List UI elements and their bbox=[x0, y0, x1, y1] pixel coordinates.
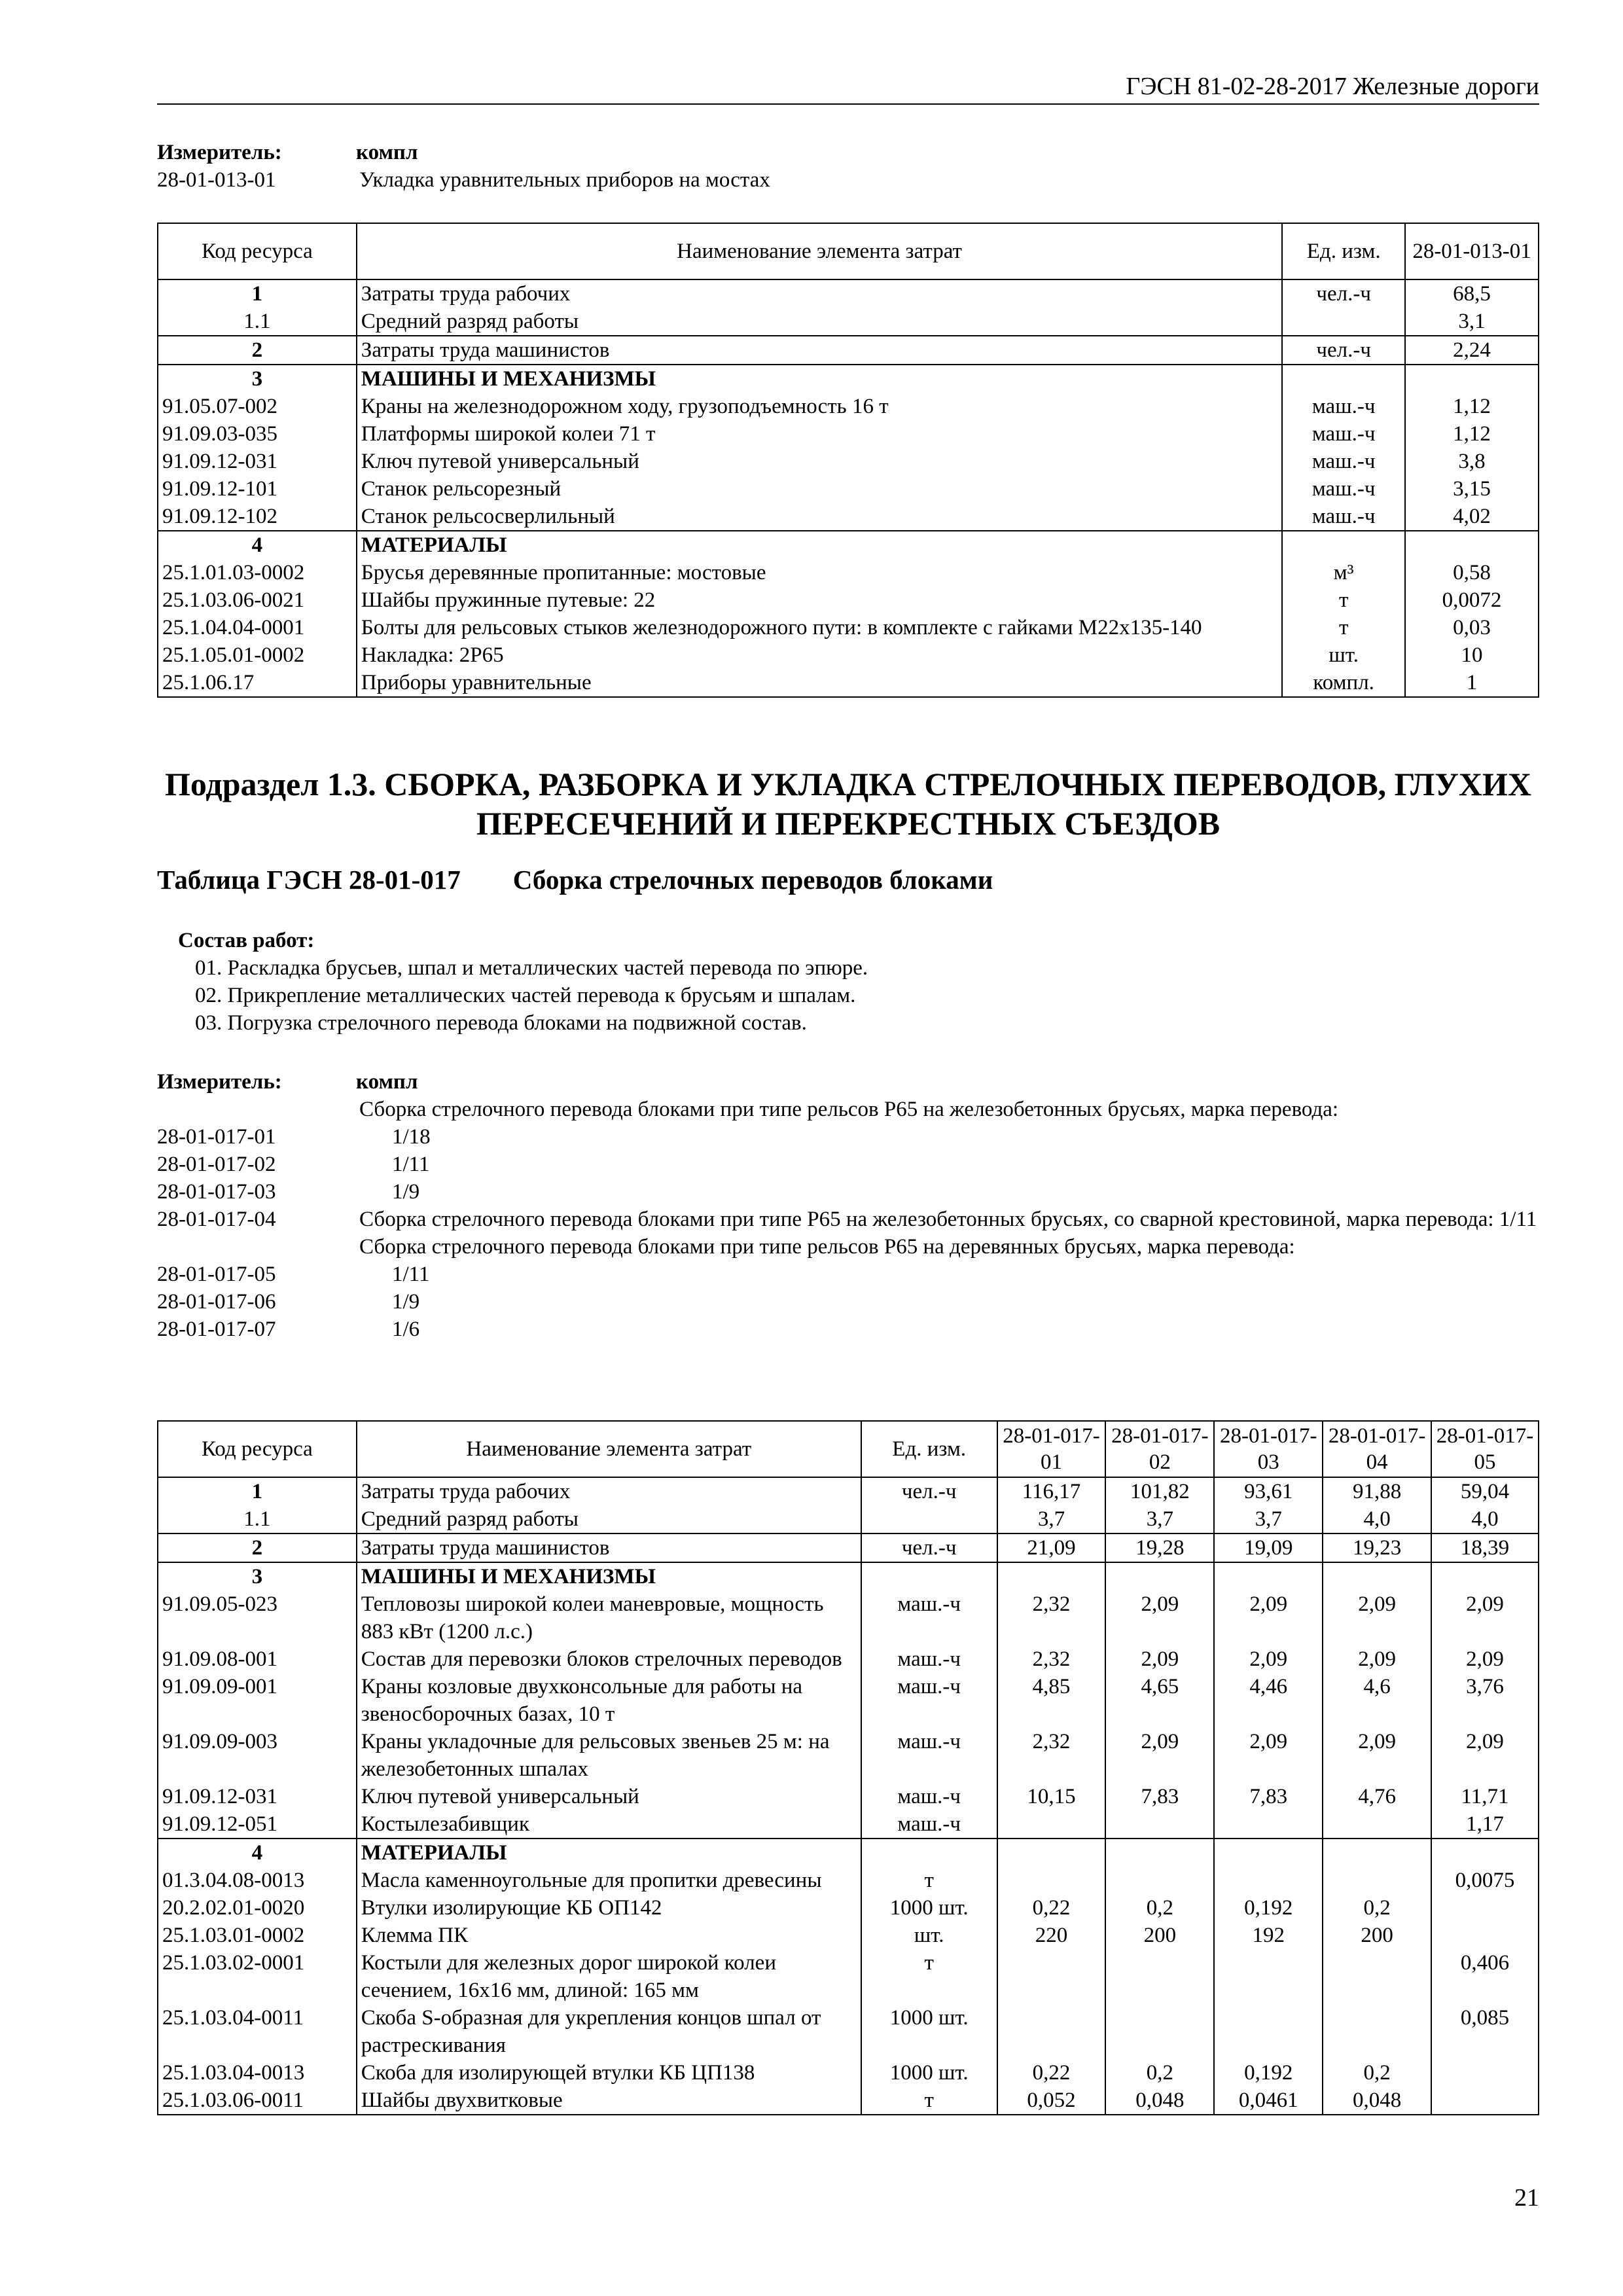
resource-name-cell: Клемма ПК bbox=[357, 1922, 861, 1949]
norm-value-cell bbox=[997, 1839, 1106, 1867]
resource-name-cell: Шайбы двухвитковые bbox=[357, 2087, 861, 2115]
resource-name-cell: Скоба S-образная для укрепления концов шпал от растрескивания bbox=[357, 2004, 861, 2059]
norm-value-cell bbox=[1105, 1839, 1214, 1867]
norm-value-cell bbox=[1323, 2004, 1431, 2059]
norm-value-cell: 0,03 bbox=[1405, 614, 1539, 641]
norm-value-cell: 101,82 bbox=[1105, 1477, 1214, 1505]
table-row bbox=[158, 1477, 1539, 1505]
table-row bbox=[158, 1922, 1539, 1949]
norm-value-cell bbox=[997, 1949, 1106, 2004]
table-row bbox=[158, 503, 1539, 531]
norm-value-cell: 0,58 bbox=[1405, 559, 1539, 586]
norm-value-cell: 1,17 bbox=[1431, 1810, 1539, 1839]
resource-name-cell: МАТЕРИАЛЫ bbox=[357, 531, 1282, 559]
norm-value-cell bbox=[997, 2004, 1106, 2059]
table-row bbox=[158, 308, 1539, 336]
resource-name-cell: Скоба для изолирующей втулки КБ ЦП138 bbox=[357, 2059, 861, 2087]
norm-value-cell: 3,7 bbox=[997, 1505, 1106, 1534]
table-row bbox=[158, 336, 1539, 365]
table-title bbox=[157, 864, 993, 895]
meter-variant: 1/11 bbox=[392, 1153, 430, 1176]
norm-value-cell: 0,406 bbox=[1431, 1949, 1539, 2004]
resource-name-cell: Брусья деревянные пропитанные: мостовые bbox=[357, 559, 1282, 586]
resource-code-cell: 1 bbox=[158, 279, 357, 308]
norm-value-cell: 7,83 bbox=[1214, 1783, 1323, 1810]
resource-code-cell: 1 bbox=[158, 1477, 357, 1505]
norm-value-cell bbox=[1214, 1949, 1323, 2004]
norm-value-cell: 2,09 bbox=[1214, 1590, 1323, 1645]
unit-cell bbox=[1282, 531, 1405, 559]
resource-name-cell: Краны на железнодорожном ходу, грузоподъемность 16 т bbox=[357, 393, 1282, 420]
resource-code-cell: 4 bbox=[158, 1839, 357, 1867]
table-row bbox=[158, 1562, 1539, 1590]
resource-code-cell: 2 bbox=[158, 336, 357, 365]
resource-name-cell: Состав для перевозки блоков стрелочных переводов bbox=[357, 1645, 861, 1673]
resource-code-cell: 4 bbox=[158, 531, 357, 559]
resource-code-cell: 25.1.03.06-0011 bbox=[158, 2087, 357, 2115]
work-item: 03. Погрузка стрелочного перевода блоками на подвижной состав. bbox=[195, 1011, 807, 1035]
resource-code-cell: 91.09.03-035 bbox=[158, 420, 357, 448]
unit-cell: чел.-ч bbox=[1282, 279, 1405, 308]
resource-name-cell: Станок рельсосверлильный bbox=[357, 503, 1282, 531]
norm-value-cell: 3,76 bbox=[1431, 1673, 1539, 1728]
norm-value-cell: 59,04 bbox=[1431, 1477, 1539, 1505]
norm-value-cell: 91,88 bbox=[1323, 1477, 1431, 1505]
norm-value-cell: 2,32 bbox=[997, 1645, 1106, 1673]
norm-value-cell: 19,28 bbox=[1105, 1534, 1214, 1562]
unit-cell bbox=[1282, 365, 1405, 393]
meter-unit: компл bbox=[356, 141, 418, 164]
unit-cell: маш.-ч bbox=[861, 1645, 997, 1673]
norm-value-cell: 3,7 bbox=[1214, 1505, 1323, 1534]
resource-code-cell: 25.1.03.01-0002 bbox=[158, 1922, 357, 1949]
resource-code-cell: 01.3.04.08-0013 bbox=[158, 1867, 357, 1894]
resource-code-cell: 91.09.12-102 bbox=[158, 503, 357, 531]
unit-cell: маш.-ч bbox=[861, 1783, 997, 1810]
norm-value-cell: 4,6 bbox=[1323, 1673, 1431, 1728]
work-composition bbox=[157, 927, 868, 1037]
norm-value-cell: 4,76 bbox=[1323, 1783, 1431, 1810]
norm-value-cell bbox=[1431, 1839, 1539, 1867]
resource-name-cell: Втулки изолирующие КБ ОП142 bbox=[357, 1894, 861, 1922]
header-cell: 28-01-017-01 bbox=[997, 1421, 1106, 1477]
norm-value-cell bbox=[1405, 365, 1539, 393]
header-cell: 28-01-017-02 bbox=[1105, 1421, 1214, 1477]
norm-value-cell bbox=[1323, 1810, 1431, 1839]
norm-value-cell: 2,09 bbox=[1214, 1645, 1323, 1673]
norm-value-cell: 0,048 bbox=[1105, 2087, 1214, 2115]
resource-code-cell: 91.09.05-023 bbox=[158, 1590, 357, 1645]
resource-code-cell: 91.09.12-101 bbox=[158, 475, 357, 503]
meter-label: Измеритель: bbox=[157, 1070, 282, 1094]
resource-name-cell: Костыли для железных дорог широкой колеи сечением, 16х16 мм, длиной: 165 мм bbox=[357, 1949, 861, 2004]
meter-code: 28-01-017-07 bbox=[157, 1318, 276, 1341]
header-cell: 28-01-013-01 bbox=[1405, 223, 1539, 279]
norm-value-cell: 200 bbox=[1323, 1922, 1431, 1949]
norm-value-cell: 4,65 bbox=[1105, 1673, 1214, 1728]
norm-value-cell: 4,46 bbox=[1214, 1673, 1323, 1728]
unit-cell: т bbox=[1282, 614, 1405, 641]
norm-value-cell: 4,0 bbox=[1323, 1505, 1431, 1534]
resource-name-cell: Тепловозы широкой колеи маневровые, мощность 883 кВт (1200 л.с.) bbox=[357, 1590, 861, 1645]
norm-value-cell: 0,0075 bbox=[1431, 1867, 1539, 1894]
unit-cell: шт. bbox=[1282, 641, 1405, 669]
norm-value-cell: 3,7 bbox=[1105, 1505, 1214, 1534]
table-row bbox=[158, 420, 1539, 448]
meter-variant: 1/9 bbox=[392, 1180, 420, 1204]
norm-value-cell: 2,32 bbox=[997, 1728, 1106, 1783]
resource-name-cell: Ключ путевой универсальный bbox=[357, 1783, 861, 1810]
norm-value-cell bbox=[1105, 1949, 1214, 2004]
norm-value-cell: 2,09 bbox=[1323, 1645, 1431, 1673]
page-header: ГЭСН 81-02-28-2017 Железные дороги bbox=[157, 72, 1539, 105]
norm-value-cell: 1 bbox=[1405, 669, 1539, 697]
resource-name-cell: МАТЕРИАЛЫ bbox=[357, 1839, 861, 1867]
meter-code: 28-01-017-02 bbox=[157, 1153, 276, 1176]
meter-variant: 1/11 bbox=[392, 1263, 430, 1286]
table-row bbox=[158, 279, 1539, 308]
resource-name-cell: Станок рельсорезный bbox=[357, 475, 1282, 503]
resource-code-cell: 3 bbox=[158, 1562, 357, 1590]
norm-value-cell bbox=[1323, 1949, 1431, 2004]
norm-value-cell: 0,052 bbox=[997, 2087, 1106, 2115]
norm-value-cell: 1,12 bbox=[1405, 393, 1539, 420]
table-title-code: Таблица ГЭСН 28-01-017 bbox=[157, 865, 461, 895]
resource-name-cell: Болты для рельсовых стыков железнодорожного пути: в комплекте с гайками М22х135-140 bbox=[357, 614, 1282, 641]
table-row bbox=[158, 2004, 1539, 2059]
table-row bbox=[158, 1645, 1539, 1673]
work-item: 02. Прикрепление металлических частей перевода к брусьям и шпалам. bbox=[195, 984, 856, 1007]
resource-name-cell: Ключ путевой универсальный bbox=[357, 448, 1282, 475]
meter-variant: 1/9 bbox=[392, 1290, 420, 1314]
section-title: Подраздел 1.3. СБОРКА, РАЗБОРКА И УКЛАДКА СТРЕЛОЧНЫХ ПЕРЕВОДОВ, ГЛУХИХ ПЕРЕСЕЧЕНИЙ И ПЕРЕКРЕСТНЫХ СЪЕЗДОВ bbox=[164, 766, 1531, 842]
norm-value-cell: 0,048 bbox=[1323, 2087, 1431, 2115]
norm-value-cell bbox=[1214, 1810, 1323, 1839]
meter-code: 28-01-017-06 bbox=[157, 1290, 276, 1314]
norm-value-cell bbox=[1323, 1867, 1431, 1894]
meter-code: 28-01-017-03 bbox=[157, 1180, 276, 1204]
norm-value-cell: 2,09 bbox=[1323, 1728, 1431, 1783]
resource-code-cell: 25.1.01.03-0002 bbox=[158, 559, 357, 586]
norm-value-cell: 0,2 bbox=[1105, 2059, 1214, 2087]
resource-table-1 bbox=[157, 223, 1539, 698]
norm-value-cell bbox=[1405, 531, 1539, 559]
resource-code-cell: 3 bbox=[158, 365, 357, 393]
work-item: 01. Раскладка брусьев, шпал и металлических частей перевода по эпюре. bbox=[195, 956, 868, 980]
header-cell: 28-01-017-05 bbox=[1431, 1421, 1539, 1477]
meter-intro: Сборка стрелочного перевода блоками при типе рельсов Р65 на железобетонных брусьях, марка перевода: bbox=[359, 1098, 1339, 1121]
unit-cell: маш.-ч bbox=[1282, 393, 1405, 420]
norm-value-cell bbox=[1431, 1922, 1539, 1949]
norm-value-cell: 10 bbox=[1405, 641, 1539, 669]
meter-code: 28-01-017-01 bbox=[157, 1125, 276, 1149]
norm-value-cell: 0,22 bbox=[997, 1894, 1106, 1922]
norm-value-cell bbox=[1105, 1810, 1214, 1839]
resource-code-cell: 1.1 bbox=[158, 1505, 357, 1534]
norm-value-cell: 19,09 bbox=[1214, 1534, 1323, 1562]
norm-value-cell bbox=[1431, 1562, 1539, 1590]
unit-cell bbox=[861, 1839, 997, 1867]
norm-value-cell bbox=[1214, 1839, 1323, 1867]
resource-code-cell: 2 bbox=[158, 1534, 357, 1562]
resource-name-cell: Средний разряд работы bbox=[357, 308, 1282, 336]
unit-cell: т bbox=[861, 1867, 997, 1894]
unit-cell: т bbox=[861, 2087, 997, 2115]
meter-code: 28-01-017-05 bbox=[157, 1263, 276, 1286]
resource-code-cell: 25.1.04.04-0001 bbox=[158, 614, 357, 641]
resource-name-cell: Приборы уравнительные bbox=[357, 669, 1282, 697]
table-row bbox=[158, 1728, 1539, 1783]
meter-unit: компл bbox=[356, 1070, 418, 1094]
table-row bbox=[158, 2059, 1539, 2087]
norm-value-cell: 0,2 bbox=[1323, 1894, 1431, 1922]
unit-cell bbox=[1282, 308, 1405, 336]
norm-value-cell: 2,09 bbox=[1105, 1645, 1214, 1673]
header-cell: Наименование элемента затрат bbox=[357, 1421, 861, 1477]
resource-code-cell: 91.09.12-051 bbox=[158, 1810, 357, 1839]
resource-name-cell: Краны укладочные для рельсовых звеньев 25 м: на железобетонных шпалах bbox=[357, 1728, 861, 1783]
norm-value-cell: 220 bbox=[997, 1922, 1106, 1949]
norm-value-cell: 18,39 bbox=[1431, 1534, 1539, 1562]
resource-code-cell: 91.05.07-002 bbox=[158, 393, 357, 420]
meter-desc: Укладка уравнительных приборов на мостах bbox=[359, 168, 770, 192]
resource-code-cell: 25.1.03.04-0013 bbox=[158, 2059, 357, 2087]
norm-value-cell: 116,17 bbox=[997, 1477, 1106, 1505]
resource-name-cell: Костылезабивщик bbox=[357, 1810, 861, 1839]
norm-value-cell: 2,09 bbox=[1105, 1590, 1214, 1645]
header-cell: Наименование элемента затрат bbox=[357, 223, 1282, 279]
norm-value-cell bbox=[1431, 2059, 1539, 2087]
table-row bbox=[158, 393, 1539, 420]
norm-value-cell bbox=[1105, 2004, 1214, 2059]
resource-name-cell: Средний разряд работы bbox=[357, 1505, 861, 1534]
unit-cell bbox=[861, 1505, 997, 1534]
header-cell: Код ресурса bbox=[158, 1421, 357, 1477]
unit-cell: маш.-ч bbox=[1282, 503, 1405, 531]
work-composition-label: Состав работ: bbox=[178, 929, 315, 952]
norm-value-cell: 7,83 bbox=[1105, 1783, 1214, 1810]
resource-code-cell: 91.09.09-003 bbox=[158, 1728, 357, 1783]
resource-code-cell: 91.09.12-031 bbox=[158, 1783, 357, 1810]
unit-cell bbox=[861, 1562, 997, 1590]
norm-value-cell bbox=[997, 1562, 1106, 1590]
meter-code: 28-01-017-04 bbox=[157, 1208, 276, 1231]
unit-cell: маш.-ч bbox=[1282, 448, 1405, 475]
norm-value-cell: 2,32 bbox=[997, 1590, 1106, 1645]
unit-cell: м³ bbox=[1282, 559, 1405, 586]
norm-value-cell bbox=[997, 1810, 1106, 1839]
norm-value-cell bbox=[1214, 1562, 1323, 1590]
table-row bbox=[158, 1590, 1539, 1645]
norm-value-cell: 0,0461 bbox=[1214, 2087, 1323, 2115]
norm-value-cell: 0,2 bbox=[1323, 2059, 1431, 2087]
norm-value-cell: 93,61 bbox=[1214, 1477, 1323, 1505]
meter-variant: Сборка стрелочного перевода блоками при типе Р65 на железобетонных брусьях, со сварной крестовиной, марка перевода: 1/11 bbox=[359, 1208, 1537, 1231]
table-row bbox=[158, 1534, 1539, 1562]
resource-code-cell: 91.09.08-001 bbox=[158, 1645, 357, 1673]
norm-value-cell bbox=[1323, 1839, 1431, 1867]
norm-value-cell bbox=[1431, 2087, 1539, 2115]
header-cell: Код ресурса bbox=[158, 223, 357, 279]
norm-value-cell: 0,22 bbox=[997, 2059, 1106, 2087]
table-row bbox=[158, 669, 1539, 697]
header-cell: Ед. изм. bbox=[861, 1421, 997, 1477]
norm-value-cell: 2,09 bbox=[1431, 1645, 1539, 1673]
norm-value-cell: 0,0072 bbox=[1405, 586, 1539, 614]
resource-name-cell: Затраты труда машинистов bbox=[357, 336, 1282, 365]
norm-value-cell: 192 bbox=[1214, 1922, 1323, 1949]
meter-block-2 bbox=[157, 1068, 1564, 1343]
norm-value-cell bbox=[1105, 1867, 1214, 1894]
meter-variant: 1/6 bbox=[392, 1318, 420, 1341]
table-row bbox=[158, 531, 1539, 559]
norm-value-cell: 0,085 bbox=[1431, 2004, 1539, 2059]
resource-name-cell: Масла каменноугольные для пропитки древесины bbox=[357, 1867, 861, 1894]
resource-code-cell: 25.1.06.17 bbox=[158, 669, 357, 697]
unit-cell: чел.-ч bbox=[861, 1477, 997, 1505]
table-row bbox=[158, 586, 1539, 614]
unit-cell: маш.-ч bbox=[1282, 475, 1405, 503]
meter-code: 28-01-013-01 bbox=[157, 168, 276, 192]
resource-name-cell: Затраты труда машинистов bbox=[357, 1534, 861, 1562]
table-row bbox=[158, 614, 1539, 641]
norm-value-cell: 2,09 bbox=[1105, 1728, 1214, 1783]
norm-value-cell: 2,09 bbox=[1431, 1590, 1539, 1645]
resource-code-cell: 25.1.03.02-0001 bbox=[158, 1949, 357, 2004]
norm-value-cell: 2,24 bbox=[1405, 336, 1539, 365]
table-row bbox=[158, 559, 1539, 586]
norm-value-cell: 4,0 bbox=[1431, 1505, 1539, 1534]
resource-code-cell: 25.1.03.06-0021 bbox=[158, 586, 357, 614]
unit-cell: 1000 шт. bbox=[861, 1894, 997, 1922]
resource-name-cell: Краны козловые двухконсольные для работы на звеносборочных базах, 10 т bbox=[357, 1673, 861, 1728]
resource-code-cell: 20.2.02.01-0020 bbox=[158, 1894, 357, 1922]
table-row bbox=[158, 448, 1539, 475]
table-title-name: Сборка стрелочных переводов блоками bbox=[512, 865, 993, 895]
table-row bbox=[158, 475, 1539, 503]
resource-code-cell: 25.1.05.01-0002 bbox=[158, 641, 357, 669]
norm-value-cell: 2,09 bbox=[1323, 1590, 1431, 1645]
norm-value-cell: 19,23 bbox=[1323, 1534, 1431, 1562]
resource-name-cell: Накладка: 2Р65 bbox=[357, 641, 1282, 669]
norm-value-cell bbox=[1323, 1562, 1431, 1590]
resource-name-cell: Платформы широкой колеи 71 т bbox=[357, 420, 1282, 448]
norm-value-cell: 3,15 bbox=[1405, 475, 1539, 503]
table-row bbox=[158, 1894, 1539, 1922]
norm-value-cell: 2,09 bbox=[1431, 1728, 1539, 1783]
unit-cell: маш.-ч bbox=[861, 1810, 997, 1839]
header-cell: 28-01-017-03 bbox=[1214, 1421, 1323, 1477]
unit-cell: маш.-ч bbox=[861, 1673, 997, 1728]
resource-code-cell: 1.1 bbox=[158, 308, 357, 336]
resource-code-cell: 91.09.09-001 bbox=[158, 1673, 357, 1728]
norm-value-cell: 4,85 bbox=[997, 1673, 1106, 1728]
table-row bbox=[158, 365, 1539, 393]
unit-cell: 1000 шт. bbox=[861, 2004, 997, 2059]
table-row bbox=[158, 1810, 1539, 1839]
norm-value-cell bbox=[1214, 1867, 1323, 1894]
norm-value-cell: 2,09 bbox=[1214, 1728, 1323, 1783]
norm-value-cell: 0,2 bbox=[1105, 1894, 1214, 1922]
norm-value-cell: 3,1 bbox=[1405, 308, 1539, 336]
resource-table-2 bbox=[157, 1420, 1539, 2115]
table-row bbox=[158, 1673, 1539, 1728]
norm-value-cell: 68,5 bbox=[1405, 279, 1539, 308]
resource-name-cell: Шайбы пружинные путевые: 22 bbox=[357, 586, 1282, 614]
table-row bbox=[158, 641, 1539, 669]
unit-cell: т bbox=[861, 1949, 997, 2004]
table-row bbox=[158, 1783, 1539, 1810]
norm-value-cell: 10,15 bbox=[997, 1783, 1106, 1810]
header-cell: Ед. изм. bbox=[1282, 223, 1405, 279]
table-row bbox=[158, 1839, 1539, 1867]
table-row bbox=[158, 2087, 1539, 2115]
table-row bbox=[158, 1867, 1539, 1894]
meter-label: Измеритель: bbox=[157, 141, 282, 164]
meter-intro: Сборка стрелочного перевода блоками при типе рельсов Р65 на деревянных брусьях, марка перевода: bbox=[359, 1235, 1295, 1259]
header-cell: 28-01-017-04 bbox=[1323, 1421, 1431, 1477]
resource-name-cell: Затраты труда рабочих bbox=[357, 1477, 861, 1505]
norm-value-cell bbox=[1214, 2004, 1323, 2059]
unit-cell: чел.-ч bbox=[1282, 336, 1405, 365]
norm-value-cell: 200 bbox=[1105, 1922, 1214, 1949]
unit-cell: т bbox=[1282, 586, 1405, 614]
unit-cell: маш.-ч bbox=[1282, 420, 1405, 448]
unit-cell: маш.-ч bbox=[861, 1728, 997, 1783]
table-row bbox=[158, 1949, 1539, 2004]
resource-name-cell: МАШИНЫ И МЕХАНИЗМЫ bbox=[357, 365, 1282, 393]
unit-cell: компл. bbox=[1282, 669, 1405, 697]
unit-cell: маш.-ч bbox=[861, 1590, 997, 1645]
norm-value-cell: 3,8 bbox=[1405, 448, 1539, 475]
resource-name-cell: МАШИНЫ И МЕХАНИЗМЫ bbox=[357, 1562, 861, 1590]
norm-value-cell: 0,192 bbox=[1214, 1894, 1323, 1922]
unit-cell: шт. bbox=[861, 1922, 997, 1949]
unit-cell: 1000 шт. bbox=[861, 2059, 997, 2087]
norm-value-cell: 4,02 bbox=[1405, 503, 1539, 531]
norm-value-cell: 21,09 bbox=[997, 1534, 1106, 1562]
resource-code-cell: 91.09.12-031 bbox=[158, 448, 357, 475]
norm-value-cell: 11,71 bbox=[1431, 1783, 1539, 1810]
meter-block-1 bbox=[157, 139, 1531, 194]
norm-value-cell bbox=[997, 1867, 1106, 1894]
resource-name-cell: Затраты труда рабочих bbox=[357, 279, 1282, 308]
resource-code-cell: 25.1.03.04-0011 bbox=[158, 2004, 357, 2059]
norm-value-cell bbox=[1105, 1562, 1214, 1590]
unit-cell: чел.-ч bbox=[861, 1534, 997, 1562]
table-row bbox=[158, 1505, 1539, 1534]
norm-value-cell bbox=[1431, 1894, 1539, 1922]
norm-value-cell: 1,12 bbox=[1405, 420, 1539, 448]
meter-variant: 1/18 bbox=[392, 1125, 431, 1149]
page-number: 21 bbox=[1514, 2184, 1539, 2212]
norm-value-cell: 0,192 bbox=[1214, 2059, 1323, 2087]
